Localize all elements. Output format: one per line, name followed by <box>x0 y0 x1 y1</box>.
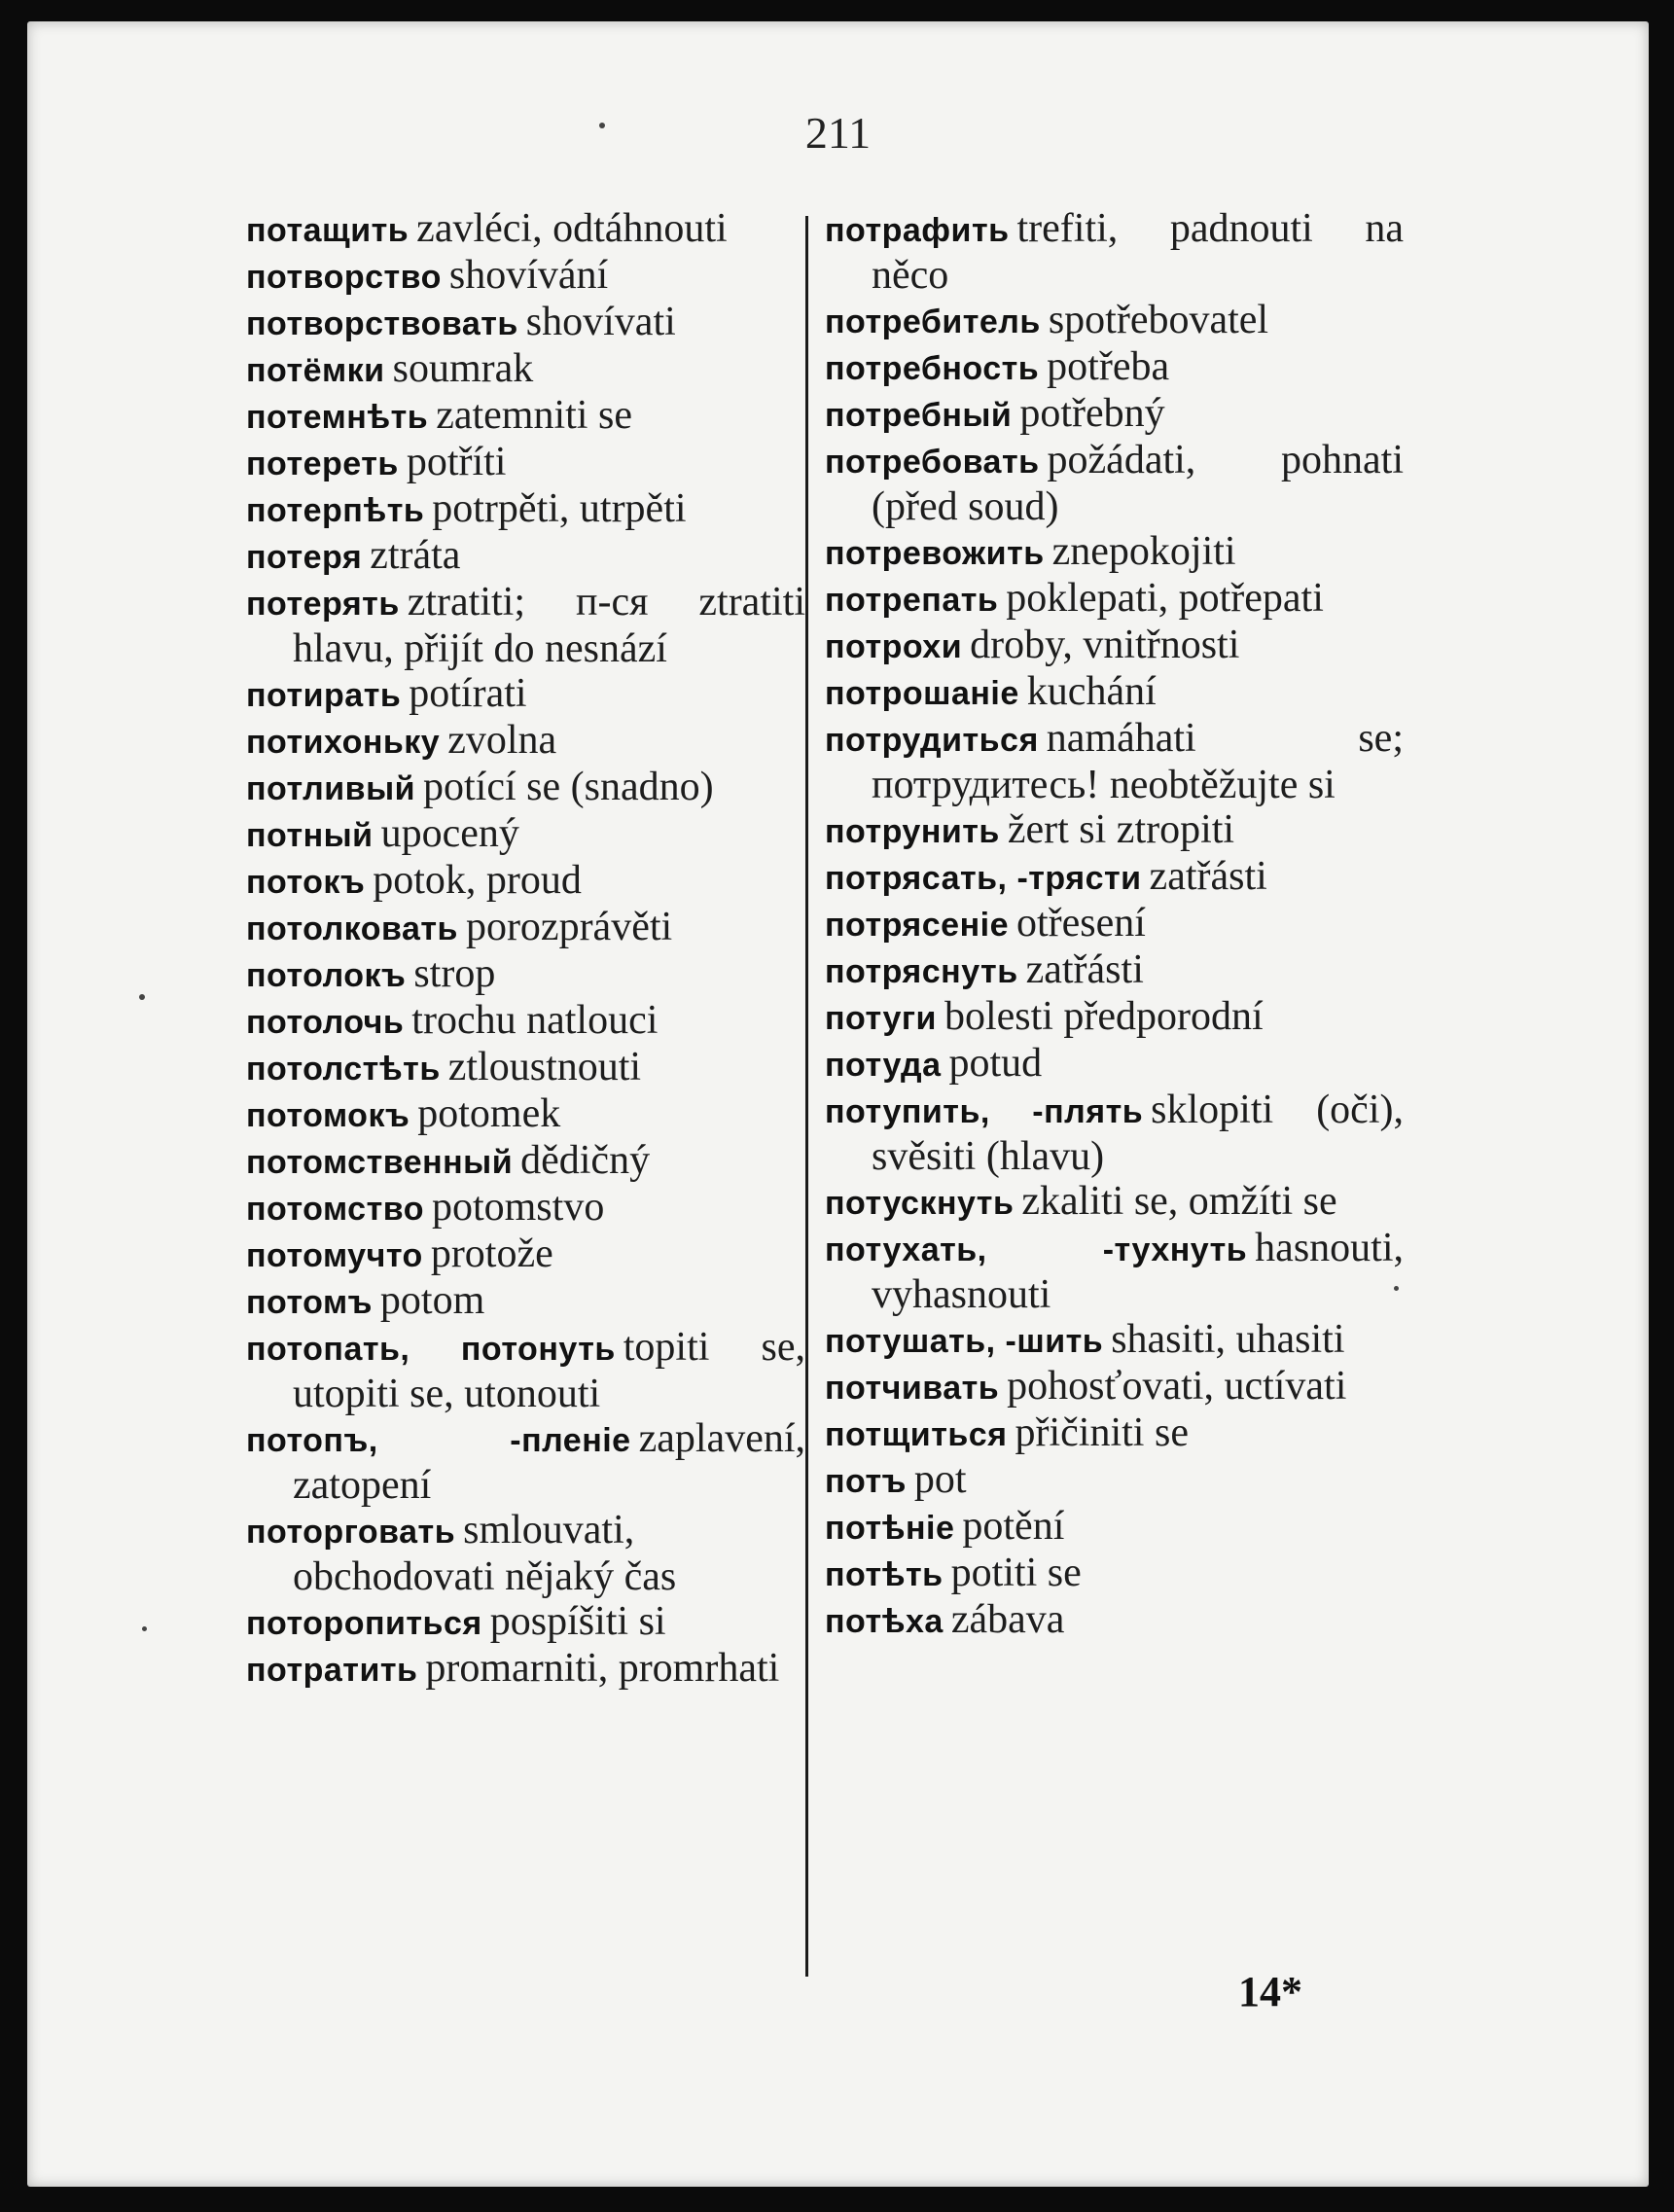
translation: žert si ztropiti <box>1007 807 1235 852</box>
print-speck <box>1394 1286 1399 1291</box>
dictionary-entry <box>825 807 1404 854</box>
headword: потрафить <box>825 212 1010 249</box>
headword: потереть <box>246 446 399 482</box>
headword: потливый <box>246 770 415 807</box>
translation: zábava <box>950 1597 1065 1642</box>
dictionary-entry <box>246 1045 805 1091</box>
translation: strop <box>413 951 496 996</box>
translation: potění <box>962 1504 1065 1549</box>
translation: ztloustnouti <box>447 1045 642 1089</box>
dictionary-entry <box>246 533 805 580</box>
headword: потихоньку <box>246 724 441 761</box>
headword: потупить, -плять <box>825 1093 1144 1130</box>
headword: потчивать <box>825 1370 1000 1407</box>
translation: trefiti, padnouti na něco <box>872 206 1404 298</box>
headword: потрунить <box>825 813 1000 850</box>
translation: promarniti, promrhati <box>425 1646 780 1691</box>
dictionary-entry <box>825 529 1404 576</box>
translation: přičiniti se <box>1015 1410 1189 1455</box>
translation: potomek <box>417 1091 561 1136</box>
translation: pohosťovati, uctívati <box>1007 1364 1347 1409</box>
translation: potříti <box>406 440 507 484</box>
headword: потрохи <box>825 628 963 665</box>
dictionary-entry <box>825 1041 1404 1088</box>
headword: потопъ, -пленіе <box>246 1422 631 1459</box>
translation: zkaliti se, omžíti se <box>1021 1179 1337 1224</box>
headword: потерпѣть <box>246 492 425 529</box>
headword: потускнуть <box>825 1185 1015 1222</box>
translation: shovívati <box>525 300 676 344</box>
translation: shasiti, uhasiti <box>1111 1317 1345 1362</box>
headword: потворствовать <box>246 305 518 342</box>
dictionary-entry <box>246 580 805 671</box>
print-speck <box>142 1626 147 1631</box>
translation: bolesti předporodní <box>944 994 1264 1039</box>
headword: потащить <box>246 212 410 249</box>
translation: potomstvo <box>431 1185 605 1230</box>
headword: потребный <box>825 397 1013 434</box>
dictionary-entry <box>246 393 805 440</box>
dictionary-entry <box>825 947 1404 994</box>
headword: потрудиться <box>825 722 1039 759</box>
translation: potírati <box>409 671 527 716</box>
headword: потомъ <box>246 1284 373 1321</box>
headword: потолочь <box>246 1004 405 1041</box>
translation: potom <box>379 1278 485 1323</box>
translation: zatřásti <box>1149 854 1267 899</box>
headword: потолковать <box>246 910 458 947</box>
translation: požádati, pohnati (před soud) <box>872 438 1404 529</box>
translation: zvolna <box>447 718 557 763</box>
translation: potřebný <box>1019 391 1165 436</box>
headword: потопать, потонуть <box>246 1331 616 1368</box>
dictionary-entry <box>246 486 805 533</box>
dictionary-entry <box>246 858 805 905</box>
dictionary-entry <box>825 623 1404 669</box>
translation: shovívání <box>448 253 609 298</box>
dictionary-entry <box>825 669 1404 716</box>
dictionary-entry <box>246 1138 805 1185</box>
dictionary-entry <box>825 1364 1404 1410</box>
translation: ztratiti; п-ся ztratiti hlavu, přijít do nesnází <box>293 580 805 671</box>
translation: smlouvati, obchodovati nějaký čas <box>293 1508 677 1599</box>
headword: потряснуть <box>825 953 1018 990</box>
dictionary-page <box>27 21 1649 2187</box>
dictionary-entry <box>825 1317 1404 1364</box>
headword: потъ <box>825 1463 907 1500</box>
print-speck <box>139 994 145 1000</box>
dictionary-entry <box>825 901 1404 947</box>
headword: потемнѣть <box>246 399 429 436</box>
dictionary-entry <box>246 1231 805 1278</box>
dictionary-entry <box>246 206 805 253</box>
dictionary-entry <box>246 905 805 951</box>
headword: потный <box>246 817 374 854</box>
headword: потрепать <box>825 582 999 619</box>
dictionary-entry <box>246 1508 805 1599</box>
dictionary-entry <box>246 440 805 486</box>
dictionary-entry <box>246 811 805 858</box>
headword: потушать, -шить <box>825 1323 1104 1360</box>
dictionary-entry <box>825 576 1404 623</box>
headword: потребовать <box>825 444 1040 481</box>
right-column <box>825 206 1404 1644</box>
translation: zavléci, odtáhnouti <box>416 206 728 251</box>
translation: potok, proud <box>373 858 582 903</box>
translation: protože <box>430 1231 553 1276</box>
translation: potřeba <box>1047 344 1170 389</box>
dictionary-entry <box>246 1185 805 1231</box>
translation: potící se (snadno) <box>423 765 714 809</box>
headword: потѣть <box>825 1556 944 1593</box>
translation: otřesení <box>1015 901 1146 945</box>
headword: поторопиться <box>246 1605 482 1642</box>
dictionary-entry <box>825 344 1404 391</box>
translation: pot <box>913 1457 967 1502</box>
translation: hasnouti, vyhasnouti <box>872 1226 1404 1317</box>
headword: потревожить <box>825 535 1045 572</box>
dictionary-entry <box>825 854 1404 901</box>
translation: kuchání <box>1026 669 1157 714</box>
translation: upocený <box>380 811 519 856</box>
headword: потрошаніе <box>825 675 1019 712</box>
headword: потребность <box>825 350 1040 387</box>
headword: потѣніе <box>825 1510 955 1547</box>
dictionary-entry <box>246 718 805 765</box>
dictionary-entry <box>825 1410 1404 1457</box>
headword: потомучто <box>246 1237 423 1274</box>
dictionary-entry <box>825 1179 1404 1226</box>
dictionary-entry <box>246 1416 805 1508</box>
dictionary-entry <box>246 1325 805 1416</box>
dictionary-entry <box>246 765 805 811</box>
translation: potiti se <box>950 1551 1082 1595</box>
translation: topiti se, utopiti se, utonouti <box>293 1325 805 1416</box>
print-speck <box>599 123 605 128</box>
translation: pospíšiti si <box>489 1599 666 1644</box>
dictionary-entry <box>246 671 805 718</box>
left-column <box>246 206 805 1693</box>
page-number: 211 <box>804 108 872 158</box>
translation: znepokojiti <box>1051 529 1236 574</box>
dictionary-entry <box>825 716 1404 807</box>
headword: потеря <box>246 539 363 576</box>
translation: poklepati, potřepati <box>1006 576 1324 621</box>
dictionary-entry <box>246 1599 805 1646</box>
headword: потёмки <box>246 352 385 389</box>
translation: droby, vnitřnosti <box>970 623 1240 667</box>
dictionary-entry <box>825 206 1404 298</box>
dictionary-entry <box>246 951 805 998</box>
headword: потѣха <box>825 1603 944 1640</box>
dictionary-entry <box>246 346 805 393</box>
translation: porozprávěti <box>465 905 673 949</box>
headword: потрясать, -трясти <box>825 860 1142 897</box>
headword: потрясеніе <box>825 907 1009 944</box>
translation: ztráta <box>370 533 461 578</box>
translation: potud <box>948 1041 1043 1086</box>
dictionary-entry <box>246 998 805 1045</box>
translation: zaplavení, zatopení <box>293 1416 805 1508</box>
headword: потщиться <box>825 1416 1008 1453</box>
headword: потомственный <box>246 1144 514 1181</box>
dictionary-entry <box>246 1091 805 1138</box>
dictionary-entry <box>825 438 1404 529</box>
translation: zatřásti <box>1025 947 1144 992</box>
dictionary-entry <box>246 300 805 346</box>
headword: потухать, -тухнуть <box>825 1231 1248 1268</box>
headword: потребитель <box>825 303 1041 340</box>
dictionary-entry <box>825 1551 1404 1597</box>
headword: потирать <box>246 677 402 714</box>
dictionary-entry <box>825 298 1404 344</box>
translation: namáhati se; потрудитесь! neobtěžujte si <box>872 716 1404 807</box>
column-divider <box>805 216 808 1977</box>
dictionary-entry <box>246 253 805 300</box>
headword: потерять <box>246 586 400 623</box>
translation: potrpěti, utrpěti <box>432 486 687 531</box>
headword: потолстѣть <box>246 1051 441 1088</box>
headword: потратить <box>246 1652 418 1689</box>
dictionary-entry <box>246 1646 805 1693</box>
headword: поторговать <box>246 1514 456 1551</box>
dictionary-entry <box>825 1597 1404 1644</box>
dictionary-entry <box>825 1504 1404 1551</box>
translation: sklopiti (oči), svěsiti (hlavu) <box>872 1088 1404 1179</box>
signature-mark: 14* <box>1238 1968 1302 2016</box>
dictionary-entry <box>825 1226 1404 1317</box>
translation: zatemniti se <box>436 393 632 438</box>
headword: потолокъ <box>246 957 407 994</box>
translation: trochu natlouci <box>411 998 659 1043</box>
headword: потворство <box>246 259 442 296</box>
dictionary-entry <box>825 391 1404 438</box>
translation: soumrak <box>392 346 534 391</box>
headword: потуда <box>825 1047 942 1084</box>
headword: потуги <box>825 1000 937 1037</box>
dictionary-entry <box>246 1278 805 1325</box>
translation: spotřebovatel <box>1048 298 1269 342</box>
headword: потомство <box>246 1191 424 1228</box>
dictionary-entry <box>825 994 1404 1041</box>
headword: потомокъ <box>246 1097 410 1134</box>
dictionary-entry <box>825 1088 1404 1179</box>
translation: dědičný <box>520 1138 651 1183</box>
dictionary-entry <box>825 1457 1404 1504</box>
headword: потокъ <box>246 864 366 901</box>
